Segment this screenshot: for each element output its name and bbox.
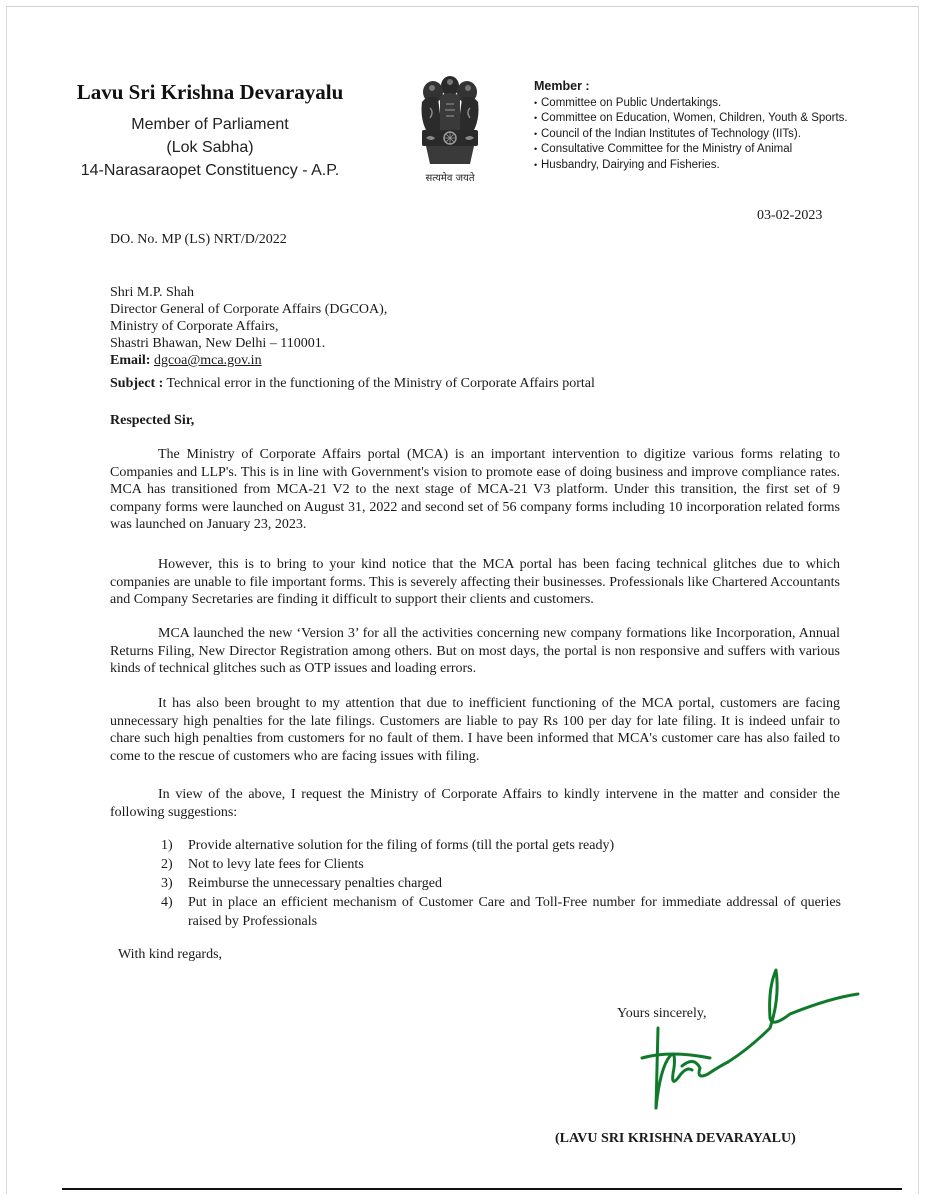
body-paragraph: In view of the above, I request the Ministry of Corporate Affairs to kindly intervene in the matter and consider the following suggestions: xyxy=(110,787,840,820)
suggestions-list xyxy=(161,836,841,931)
sign-off: Yours sincerely, xyxy=(617,1006,707,1021)
membership-item: • Consultative Committee for the Ministry of Animal xyxy=(534,142,894,158)
list-item-text: Not to levy late fees for Clients xyxy=(188,857,364,872)
body-paragraph: It has also been brought to my attention that due to inefficient functioning of the MCA portal, customers are facing unnecessary high penalties for the late filings. Customers are liable to pay Rs 100 per day for late filing. It is indeed unfair to chare such high penalties from customers for no fault of them. I have been informed that MCA's customer care has also failed to come to the rescue of customers who are facing issues with filing. xyxy=(110,696,840,764)
recipient-title: Director General of Corporate Affairs (DGCOA), xyxy=(110,302,388,317)
list-item-number: 2) xyxy=(161,857,173,872)
list-item-text: Reimburse the unnecessary penalties charged xyxy=(188,876,442,891)
subject-text: Technical error in the functioning of the Ministry of Corporate Affairs portal xyxy=(166,376,595,391)
letterhead-mp-block xyxy=(40,80,380,182)
membership-item-continuation xyxy=(534,158,894,174)
subject-label: Subject : xyxy=(110,376,164,391)
list-item-number: 3) xyxy=(161,876,173,891)
salutation: Respected Sir, xyxy=(110,413,195,428)
list-item xyxy=(161,874,841,893)
mp-house: (Lok Sabha) xyxy=(166,139,254,156)
membership-heading: Member : xyxy=(534,79,590,93)
recipient-organization: Ministry of Corporate Affairs, xyxy=(110,319,279,334)
membership-item: • Council of the Indian Institutes of Technology (IITs). xyxy=(534,127,894,143)
letter-date: 03-02-2023 xyxy=(757,208,823,223)
recipient-address xyxy=(110,284,387,369)
signatory-name: (LAVU SRI KRISHNA DEVARAYALU) xyxy=(555,1131,796,1146)
mp-name: Lavu Sri Krishna Devarayalu xyxy=(76,80,344,104)
body-paragraph: MCA launched the new ‘Version 3’ for all the activities concerning new company formations like Incorporation, Annual Returns Filing, New Director Registration among others. But on most days, the portal is non responsive and suffers with various kinds of technical glitches such as OTP issues and loading errors. xyxy=(110,626,840,676)
membership-block xyxy=(534,79,894,173)
body-paragraph: However, this is to bring to your kind notice that the MCA portal has been facing technical glitches due to which companies are unable to file important forms. This is severely affecting their businesses. Professionals like Chartered Accountants and Company Secretaries are finding it difficult to support their clients and customers. xyxy=(110,557,840,607)
emblem-motto: सत्यमेव जयते xyxy=(425,173,475,184)
membership-item: • Committee on Education, Women, Children, Youth & Sports. xyxy=(534,111,894,127)
list-item xyxy=(161,855,841,874)
reference-number: DO. No. MP (LS) NRT/D/2022 xyxy=(110,232,287,247)
subject-line xyxy=(110,375,595,392)
list-item-number: 4) xyxy=(161,895,173,910)
list-item xyxy=(161,893,841,931)
email-label: Email: xyxy=(110,353,151,368)
list-item-text: Provide alternative solution for the filing of forms (till the portal gets ready) xyxy=(188,838,615,853)
recipient-email-line xyxy=(110,352,387,369)
membership-list xyxy=(534,96,894,174)
membership-item-text: Husbandry, Dairying and Fisheries. xyxy=(541,158,720,171)
footer-divider xyxy=(62,1188,902,1190)
list-item-number: 1) xyxy=(161,838,173,853)
page-edge-right xyxy=(918,6,919,1194)
recipient-name: Shri M.P. Shah xyxy=(110,285,195,300)
handwritten-signature xyxy=(630,958,870,1128)
closing-regards: With kind regards, xyxy=(118,947,223,962)
recipient-street: Shastri Bhawan, New Delhi – 110001. xyxy=(110,336,326,351)
body-paragraph: The Ministry of Corporate Affairs portal (MCA) is an important intervention to digitize various forms relating to Companies and LLP's. This is in line with Government's vision to promote ease of doing business and improve compliance rates. MCA has transitioned from MCA-21 V2 to the next stage of MCA-21 V3 platform. Under this transition, the first set of 9 company forms were launched on August 31, 2022 and second set of 56 company forms including 10 incorporation related forms was launched on January 23, 2023. xyxy=(110,447,840,532)
mp-constituency: 14-Narasaraopet Constituency - A.P. xyxy=(80,162,340,179)
page-edge-left xyxy=(6,6,7,1194)
membership-item: • Committee on Public Undertakings. xyxy=(534,96,894,112)
list-item xyxy=(161,836,841,855)
mp-designation: Member of Parliament xyxy=(131,116,289,133)
page-edge-top xyxy=(6,6,918,7)
email-link[interactable]: dgcoa@mca.gov.in xyxy=(153,353,262,368)
list-item-text: Put in place an efficient mechanism of Customer Care and Toll-Free number for immediate addressal of queries raised by Professionals xyxy=(188,895,841,929)
